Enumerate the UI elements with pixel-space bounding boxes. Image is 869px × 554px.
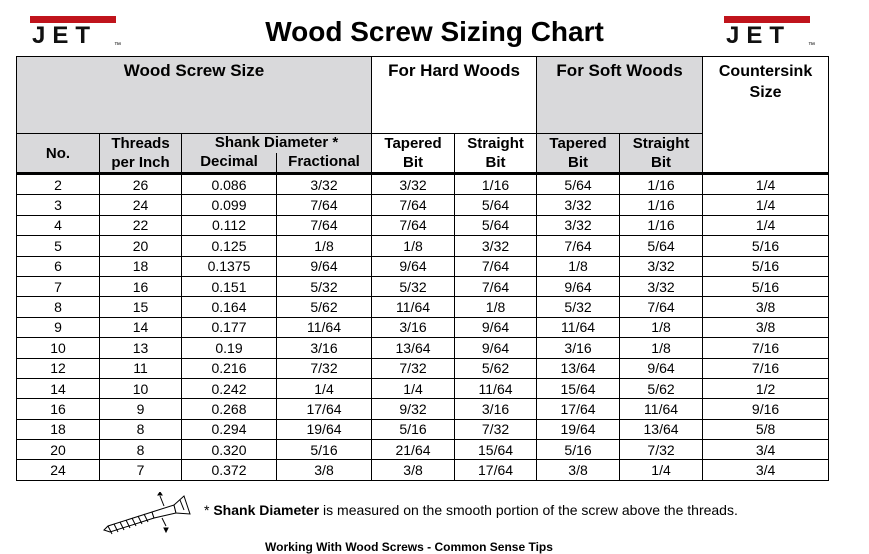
section-heading-cutoff: Working With Wood Screws - Common Sense Tips bbox=[265, 540, 553, 554]
cell-hard-tapered: 7/64 bbox=[372, 195, 455, 215]
group-soft-woods: For Soft Woods bbox=[537, 57, 703, 134]
header-no bbox=[17, 134, 100, 174]
cell-soft-tapered: 13/64 bbox=[537, 358, 620, 378]
cell-countersink: 3/8 bbox=[703, 317, 829, 337]
cell-fractional: 17/64 bbox=[277, 399, 372, 419]
cell-hard-straight: 7/32 bbox=[455, 419, 537, 439]
cell-decimal: 0.19 bbox=[182, 338, 277, 358]
header-soft-straight bbox=[620, 134, 703, 174]
table-row bbox=[17, 378, 829, 398]
cell-soft-tapered: 9/64 bbox=[537, 276, 620, 296]
cell-hard-straight: 7/64 bbox=[455, 276, 537, 296]
cell-countersink: 1/4 bbox=[703, 215, 829, 235]
cell-soft-tapered: 19/64 bbox=[537, 419, 620, 439]
cell-no: 9 bbox=[17, 317, 100, 337]
cell-countersink: 5/16 bbox=[703, 256, 829, 276]
cell-soft-tapered: 3/16 bbox=[537, 338, 620, 358]
cell-decimal: 0.242 bbox=[182, 378, 277, 398]
cell-soft-straight: 3/32 bbox=[620, 256, 703, 276]
cell-threads: 15 bbox=[100, 297, 182, 317]
countersink-label-2: Size bbox=[749, 84, 782, 101]
cell-soft-tapered: 3/8 bbox=[537, 460, 620, 480]
header-hard-tapered bbox=[372, 134, 455, 174]
cell-countersink: 1/4 bbox=[703, 195, 829, 215]
group-hard-woods: For Hard Woods bbox=[372, 57, 537, 134]
cell-hard-straight: 3/32 bbox=[455, 236, 537, 256]
cell-hard-straight: 3/16 bbox=[455, 399, 537, 419]
table-row bbox=[17, 399, 829, 419]
cell-fractional: 5/32 bbox=[277, 276, 372, 296]
header-no-label: No. bbox=[45, 144, 71, 162]
cell-fractional: 3/8 bbox=[277, 460, 372, 480]
cell-fractional: 7/64 bbox=[277, 195, 372, 215]
footnote bbox=[204, 502, 738, 518]
header-bit-label: Bit bbox=[403, 154, 424, 171]
table-row bbox=[17, 338, 829, 358]
cell-no: 3 bbox=[17, 195, 100, 215]
cell-no: 16 bbox=[17, 399, 100, 419]
header-tapered-label: Tapered bbox=[549, 135, 607, 152]
cell-hard-tapered: 3/16 bbox=[372, 317, 455, 337]
table-row bbox=[17, 215, 829, 235]
cell-hard-straight: 1/16 bbox=[455, 174, 537, 195]
header-fractional: Fractional bbox=[277, 153, 372, 174]
cell-fractional: 5/16 bbox=[277, 440, 372, 460]
header-hard-straight bbox=[455, 134, 537, 174]
cell-hard-straight: 7/64 bbox=[455, 256, 537, 276]
cell-no: 4 bbox=[17, 215, 100, 235]
table-row bbox=[17, 236, 829, 256]
cell-soft-tapered: 3/32 bbox=[537, 195, 620, 215]
countersink-label: Countersink bbox=[718, 63, 813, 80]
cell-no: 6 bbox=[17, 256, 100, 276]
cell-decimal: 0.112 bbox=[182, 215, 277, 235]
table-row bbox=[17, 174, 829, 195]
header-threads-label: Threads bbox=[111, 135, 170, 152]
cell-no: 18 bbox=[17, 419, 100, 439]
cell-threads: 10 bbox=[100, 378, 182, 398]
table-row bbox=[17, 276, 829, 296]
cell-hard-tapered: 7/64 bbox=[372, 215, 455, 235]
cell-soft-tapered: 5/64 bbox=[537, 174, 620, 195]
group-countersink bbox=[703, 57, 829, 174]
cell-hard-tapered: 1/4 bbox=[372, 378, 455, 398]
header-decimal: Decimal bbox=[182, 153, 277, 174]
cell-soft-straight: 5/62 bbox=[620, 378, 703, 398]
footnote-term: Shank Diameter bbox=[213, 502, 320, 518]
cell-hard-straight: 9/64 bbox=[455, 338, 537, 358]
cell-hard-tapered: 9/64 bbox=[372, 256, 455, 276]
cell-soft-tapered: 11/64 bbox=[537, 317, 620, 337]
logo-text: JET bbox=[726, 22, 792, 49]
cell-soft-straight: 9/64 bbox=[620, 358, 703, 378]
cell-decimal: 0.125 bbox=[182, 236, 277, 256]
cell-soft-straight: 1/16 bbox=[620, 215, 703, 235]
cell-no: 24 bbox=[17, 460, 100, 480]
cell-fractional: 1/4 bbox=[277, 378, 372, 398]
cell-no: 7 bbox=[17, 276, 100, 296]
cell-countersink: 1/4 bbox=[703, 174, 829, 195]
cell-soft-straight: 1/16 bbox=[620, 174, 703, 195]
logo-trademark: ™ bbox=[114, 42, 121, 49]
cell-countersink: 1/2 bbox=[703, 378, 829, 398]
cell-decimal: 0.086 bbox=[182, 174, 277, 195]
header-threads-label-2: per Inch bbox=[111, 154, 170, 171]
cell-hard-tapered: 21/64 bbox=[372, 440, 455, 460]
table-row bbox=[17, 419, 829, 439]
cell-countersink: 5/8 bbox=[703, 419, 829, 439]
cell-no: 2 bbox=[17, 174, 100, 195]
cell-soft-tapered: 3/32 bbox=[537, 215, 620, 235]
cell-soft-tapered: 5/32 bbox=[537, 297, 620, 317]
cell-decimal: 0.372 bbox=[182, 460, 277, 480]
cell-decimal: 0.151 bbox=[182, 276, 277, 296]
table-row bbox=[17, 195, 829, 215]
table-row bbox=[17, 256, 829, 276]
cell-decimal: 0.216 bbox=[182, 358, 277, 378]
header-shank: Shank Diameter * bbox=[182, 134, 372, 153]
cell-no: 12 bbox=[17, 358, 100, 378]
footnote-prefix: * bbox=[204, 502, 214, 518]
cell-countersink: 7/16 bbox=[703, 358, 829, 378]
cell-countersink: 9/16 bbox=[703, 399, 829, 419]
table-row bbox=[17, 440, 829, 460]
cell-soft-straight: 5/64 bbox=[620, 236, 703, 256]
cell-soft-straight: 13/64 bbox=[620, 419, 703, 439]
cell-threads: 16 bbox=[100, 276, 182, 296]
header-threads bbox=[100, 134, 182, 174]
header-straight-label: Straight bbox=[467, 135, 524, 152]
cell-no: 8 bbox=[17, 297, 100, 317]
cell-threads: 22 bbox=[100, 215, 182, 235]
cell-countersink: 5/16 bbox=[703, 276, 829, 296]
cell-threads: 13 bbox=[100, 338, 182, 358]
header-bit-label: Bit bbox=[651, 154, 672, 171]
cell-threads: 8 bbox=[100, 419, 182, 439]
cell-threads: 20 bbox=[100, 236, 182, 256]
cell-countersink: 3/8 bbox=[703, 297, 829, 317]
cell-hard-straight: 1/8 bbox=[455, 297, 537, 317]
cell-no: 20 bbox=[17, 440, 100, 460]
cell-soft-straight: 1/8 bbox=[620, 317, 703, 337]
cell-countersink: 3/4 bbox=[703, 460, 829, 480]
cell-threads: 11 bbox=[100, 358, 182, 378]
cell-hard-tapered: 3/32 bbox=[372, 174, 455, 195]
cell-hard-tapered: 7/32 bbox=[372, 358, 455, 378]
header-bit-label: Bit bbox=[485, 154, 506, 171]
cell-threads: 24 bbox=[100, 195, 182, 215]
cell-hard-straight: 5/62 bbox=[455, 358, 537, 378]
header-bit-label: Bit bbox=[568, 154, 589, 171]
cell-no: 14 bbox=[17, 378, 100, 398]
group-wood-screw-size: Wood Screw Size bbox=[17, 57, 372, 134]
cell-hard-tapered: 9/32 bbox=[372, 399, 455, 419]
cell-soft-tapered: 1/8 bbox=[537, 256, 620, 276]
cell-countersink: 5/16 bbox=[703, 236, 829, 256]
cell-soft-tapered: 5/16 bbox=[537, 440, 620, 460]
cell-countersink: 7/16 bbox=[703, 338, 829, 358]
cell-threads: 14 bbox=[100, 317, 182, 337]
cell-hard-straight: 5/64 bbox=[455, 215, 537, 235]
sizing-table bbox=[16, 56, 829, 481]
table-row bbox=[17, 358, 829, 378]
cell-no: 5 bbox=[17, 236, 100, 256]
cell-soft-straight: 1/16 bbox=[620, 195, 703, 215]
cell-no: 10 bbox=[17, 338, 100, 358]
page-title: Wood Screw Sizing Chart bbox=[265, 16, 604, 47]
footnote-text: is measured on the smooth portion of the screw above the threads. bbox=[319, 502, 738, 518]
cell-fractional: 3/16 bbox=[277, 338, 372, 358]
cell-soft-straight: 3/32 bbox=[620, 276, 703, 296]
table-row bbox=[17, 317, 829, 337]
cell-threads: 26 bbox=[100, 174, 182, 195]
header-straight-label: Straight bbox=[632, 135, 690, 152]
cell-soft-tapered: 17/64 bbox=[537, 399, 620, 419]
cell-threads: 8 bbox=[100, 440, 182, 460]
cell-fractional: 1/8 bbox=[277, 236, 372, 256]
cell-decimal: 0.099 bbox=[182, 195, 277, 215]
cell-hard-tapered: 5/32 bbox=[372, 276, 455, 296]
cell-hard-straight: 17/64 bbox=[455, 460, 537, 480]
cell-hard-tapered: 3/8 bbox=[372, 460, 455, 480]
table-row bbox=[17, 460, 829, 480]
header-soft-tapered bbox=[537, 134, 620, 174]
cell-decimal: 0.164 bbox=[182, 297, 277, 317]
cell-fractional: 9/64 bbox=[277, 256, 372, 276]
table-body bbox=[17, 174, 829, 481]
cell-soft-straight: 1/8 bbox=[620, 338, 703, 358]
header-tapered-label: Tapered bbox=[384, 135, 442, 152]
jet-logo-right bbox=[724, 16, 814, 50]
cell-decimal: 0.268 bbox=[182, 399, 277, 419]
cell-hard-straight: 9/64 bbox=[455, 317, 537, 337]
cell-soft-tapered: 15/64 bbox=[537, 378, 620, 398]
cell-decimal: 0.177 bbox=[182, 317, 277, 337]
cell-hard-tapered: 5/16 bbox=[372, 419, 455, 439]
cell-hard-tapered: 1/8 bbox=[372, 236, 455, 256]
logo-trademark: ™ bbox=[808, 42, 815, 49]
cell-soft-straight: 1/4 bbox=[620, 460, 703, 480]
cell-soft-tapered: 7/64 bbox=[537, 236, 620, 256]
cell-hard-tapered: 11/64 bbox=[372, 297, 455, 317]
table-row bbox=[17, 297, 829, 317]
cell-fractional: 7/32 bbox=[277, 358, 372, 378]
cell-fractional: 5/62 bbox=[277, 297, 372, 317]
cell-hard-straight: 15/64 bbox=[455, 440, 537, 460]
cell-fractional: 11/64 bbox=[277, 317, 372, 337]
cell-fractional: 7/64 bbox=[277, 215, 372, 235]
cell-decimal: 0.1375 bbox=[182, 256, 277, 276]
cell-decimal: 0.320 bbox=[182, 440, 277, 460]
cell-soft-straight: 11/64 bbox=[620, 399, 703, 419]
logo-text: JET bbox=[32, 22, 98, 49]
cell-countersink: 3/4 bbox=[703, 440, 829, 460]
cell-hard-tapered: 13/64 bbox=[372, 338, 455, 358]
cell-soft-straight: 7/32 bbox=[620, 440, 703, 460]
cell-hard-straight: 5/64 bbox=[455, 195, 537, 215]
cell-decimal: 0.294 bbox=[182, 419, 277, 439]
cell-fractional: 19/64 bbox=[277, 419, 372, 439]
cell-fractional: 3/32 bbox=[277, 174, 372, 195]
screw-illustration bbox=[100, 492, 196, 538]
cell-hard-straight: 11/64 bbox=[455, 378, 537, 398]
cell-threads: 7 bbox=[100, 460, 182, 480]
cell-threads: 9 bbox=[100, 399, 182, 419]
cell-threads: 18 bbox=[100, 256, 182, 276]
cell-soft-straight: 7/64 bbox=[620, 297, 703, 317]
